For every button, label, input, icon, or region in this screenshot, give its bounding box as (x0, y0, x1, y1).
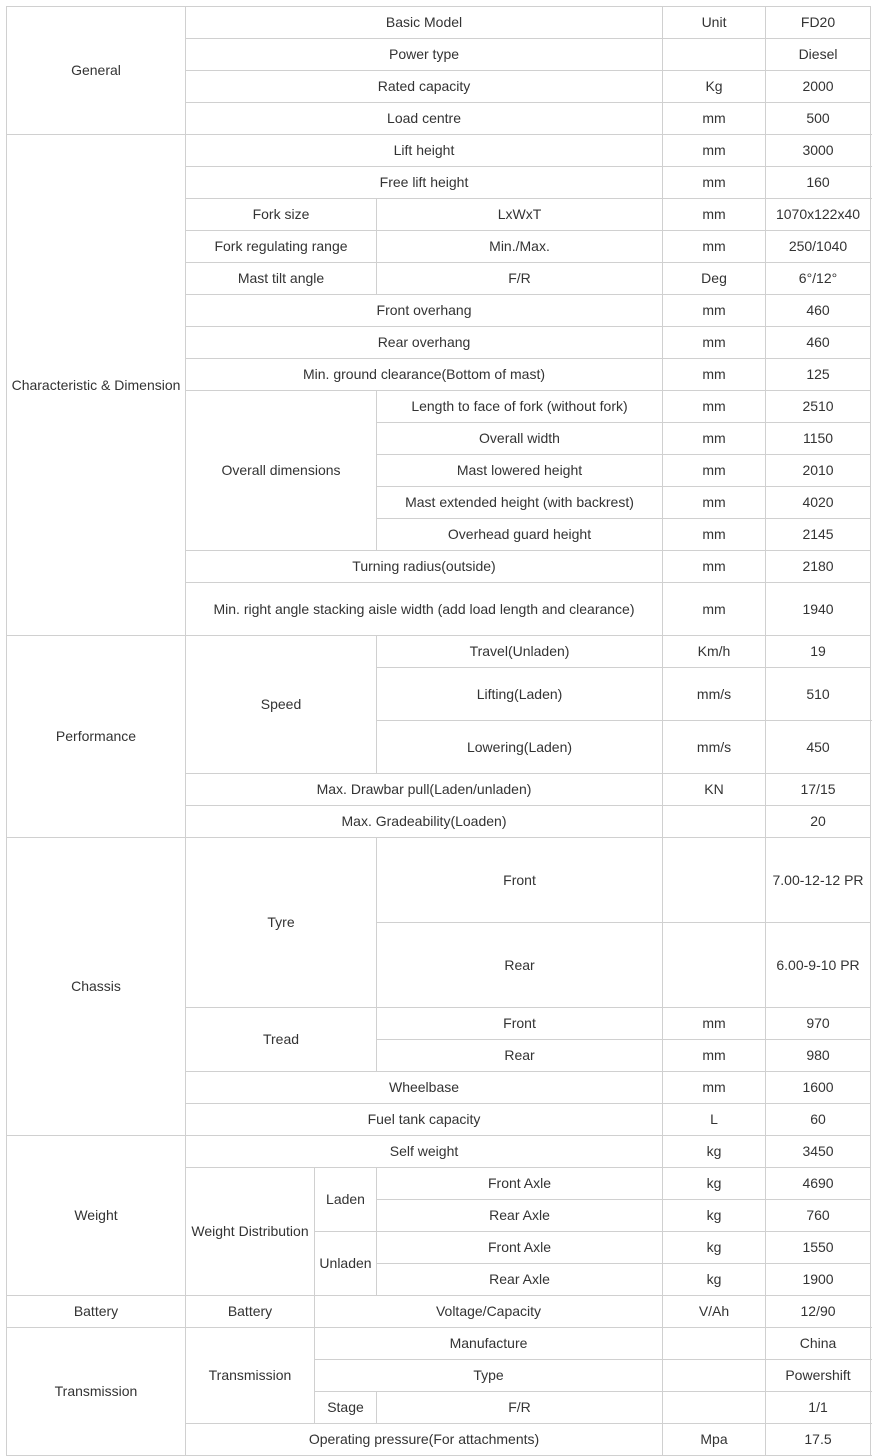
table-cell: Tread (186, 1008, 377, 1072)
table-cell (663, 923, 766, 1008)
table-cell (663, 806, 766, 838)
table-cell: Performance (7, 636, 186, 838)
table-cell: 460 (766, 295, 871, 327)
table-cell: Mast tilt angle (186, 263, 377, 295)
table-cell: Turning radius(outside) (186, 551, 663, 583)
table-cell: Battery (7, 1296, 186, 1328)
table-cell: Free lift height (186, 167, 663, 199)
table-cell: Mast lowered height (377, 455, 663, 487)
table-cell: Max. Gradeability(Loaden) (186, 806, 663, 838)
table-cell: Min. ground clearance(Bottom of mast) (186, 359, 663, 391)
table-cell: Basic Model (186, 7, 663, 39)
table-cell: Powershift (766, 1360, 871, 1392)
table-cell: 1070x122x40 (766, 199, 871, 231)
table-cell: mm (663, 135, 766, 167)
table-cell: mm (663, 551, 766, 583)
table-cell: 1550 (766, 1232, 871, 1264)
table-cell: mm (663, 199, 766, 231)
table-cell: Rear Axle (377, 1200, 663, 1232)
table-cell: Wheelbase (186, 1072, 663, 1104)
table-cell (663, 1360, 766, 1392)
table-cell: Min./Max. (377, 231, 663, 263)
table-cell: Tyre (186, 838, 377, 1008)
table-cell: kg (663, 1136, 766, 1168)
table-cell: kg (663, 1264, 766, 1296)
table-cell: Rear Axle (377, 1264, 663, 1296)
table-cell: 1600 (766, 1072, 871, 1104)
table-cell: F/R (377, 263, 663, 295)
table-cell: Front Axle (377, 1232, 663, 1264)
table-cell (663, 1328, 766, 1360)
table-cell: Mast extended height (with backrest) (377, 487, 663, 519)
table-cell: mm (663, 1040, 766, 1072)
table-cell: Characteristic & Dimension (7, 135, 186, 636)
table-cell: kg (663, 1232, 766, 1264)
table-cell: Chassis (7, 838, 186, 1136)
table-cell: Rear (377, 1040, 663, 1072)
table-cell: Self weight (186, 1136, 663, 1168)
table-cell: LxWxT (377, 199, 663, 231)
table-cell: 1150 (766, 423, 871, 455)
table-cell (663, 39, 766, 71)
table-cell: 19 (766, 636, 871, 668)
table-cell: Type (315, 1360, 663, 1392)
table-row (7, 1296, 871, 1328)
table-cell: FD20 (766, 7, 871, 39)
table-cell: Travel(Unladen) (377, 636, 663, 668)
table-cell: mm (663, 359, 766, 391)
table-cell: 7.00-12-12 PR (766, 838, 871, 923)
table-cell: Front Axle (377, 1168, 663, 1200)
table-cell: Transmission (7, 1328, 186, 1456)
table-cell: Speed (186, 636, 377, 774)
table-cell: Km/h (663, 636, 766, 668)
table-cell: mm/s (663, 668, 766, 721)
table-cell: Weight (7, 1136, 186, 1296)
table-cell: Max. Drawbar pull(Laden/unladen) (186, 774, 663, 806)
table-cell: L (663, 1104, 766, 1136)
table-cell: Stage (315, 1392, 377, 1424)
table-cell: mm (663, 1072, 766, 1104)
table-cell: Transmission (186, 1328, 315, 1424)
table-cell: 125 (766, 359, 871, 391)
table-cell: 500 (766, 103, 871, 135)
table-cell: Rear overhang (186, 327, 663, 359)
table-cell: 20 (766, 806, 871, 838)
table-cell: 510 (766, 668, 871, 721)
table-row (7, 1328, 871, 1360)
table-cell: Power type (186, 39, 663, 71)
table-cell: 1/1 (766, 1392, 871, 1424)
table-cell: mm (663, 583, 766, 636)
table-cell: 760 (766, 1200, 871, 1232)
table-cell: China (766, 1328, 871, 1360)
table-row (7, 135, 871, 167)
table-cell: 450 (766, 721, 871, 774)
table-cell: Operating pressure(For attachments) (186, 1424, 663, 1456)
table-cell (663, 1392, 766, 1424)
table-cell: Weight Distribution (186, 1168, 315, 1296)
table-cell: mm (663, 519, 766, 551)
table-cell: kg (663, 1200, 766, 1232)
table-cell: mm (663, 391, 766, 423)
table-cell: Unladen (315, 1232, 377, 1296)
table-cell: 6°/12° (766, 263, 871, 295)
table-cell: 4020 (766, 487, 871, 519)
table-cell: 2010 (766, 455, 871, 487)
table-cell: mm (663, 423, 766, 455)
table-cell: mm (663, 103, 766, 135)
table-cell (663, 838, 766, 923)
table-cell: 2145 (766, 519, 871, 551)
table-cell: 6.00-9-10 PR (766, 923, 871, 1008)
table-cell: Diesel (766, 39, 871, 71)
table-cell: 4690 (766, 1168, 871, 1200)
table-cell: Manufacture (315, 1328, 663, 1360)
table-cell: Battery (186, 1296, 315, 1328)
table-cell: Fuel tank capacity (186, 1104, 663, 1136)
table-cell: Front (377, 1008, 663, 1040)
table-cell: 17.5 (766, 1424, 871, 1456)
table-cell: mm (663, 1008, 766, 1040)
table-cell: 970 (766, 1008, 871, 1040)
table-cell: Unit (663, 7, 766, 39)
table-cell: Lift height (186, 135, 663, 167)
table-cell: 3000 (766, 135, 871, 167)
table-cell: Overall dimensions (186, 391, 377, 551)
table-cell: 250/1040 (766, 231, 871, 263)
table-cell: Rated capacity (186, 71, 663, 103)
table-cell: Min. right angle stacking aisle width (add load length and clearance) (186, 583, 663, 636)
table-cell: 1900 (766, 1264, 871, 1296)
table-row (7, 636, 871, 668)
table-cell: Overhead guard height (377, 519, 663, 551)
table-cell: Voltage/Capacity (315, 1296, 663, 1328)
table-cell: mm (663, 295, 766, 327)
table-cell: Fork regulating range (186, 231, 377, 263)
table-cell: 2000 (766, 71, 871, 103)
table-cell: 160 (766, 167, 871, 199)
table-cell: 980 (766, 1040, 871, 1072)
table-cell: 1940 (766, 583, 871, 636)
table-cell: Mpa (663, 1424, 766, 1456)
table-cell: 3450 (766, 1136, 871, 1168)
table-cell: Length to face of fork (without fork) (377, 391, 663, 423)
table-cell: mm (663, 487, 766, 519)
table-row (7, 7, 871, 39)
table-cell: 60 (766, 1104, 871, 1136)
table-cell: Overall width (377, 423, 663, 455)
table-cell: Lifting(Laden) (377, 668, 663, 721)
table-cell: 460 (766, 327, 871, 359)
table-cell: mm (663, 327, 766, 359)
table-cell: mm (663, 231, 766, 263)
table-cell: Lowering(Laden) (377, 721, 663, 774)
table-row (7, 838, 871, 923)
table-cell: mm (663, 455, 766, 487)
table-cell: General (7, 7, 186, 135)
table-cell: Deg (663, 263, 766, 295)
table-cell: 12/90 (766, 1296, 871, 1328)
table-cell: mm (663, 167, 766, 199)
table-cell: Load centre (186, 103, 663, 135)
table-cell: Rear (377, 923, 663, 1008)
table-cell: kg (663, 1168, 766, 1200)
table-cell: Laden (315, 1168, 377, 1232)
table-cell: 2510 (766, 391, 871, 423)
table-cell: mm/s (663, 721, 766, 774)
table-row (7, 1136, 871, 1168)
table-cell: F/R (377, 1392, 663, 1424)
table-cell: Front (377, 838, 663, 923)
table-cell: V/Ah (663, 1296, 766, 1328)
table-cell: Front overhang (186, 295, 663, 327)
table-cell: Kg (663, 71, 766, 103)
table-cell: 2180 (766, 551, 871, 583)
table-cell: 17/15 (766, 774, 871, 806)
table-cell: KN (663, 774, 766, 806)
spec-table (6, 6, 871, 1456)
table-cell: Fork size (186, 199, 377, 231)
